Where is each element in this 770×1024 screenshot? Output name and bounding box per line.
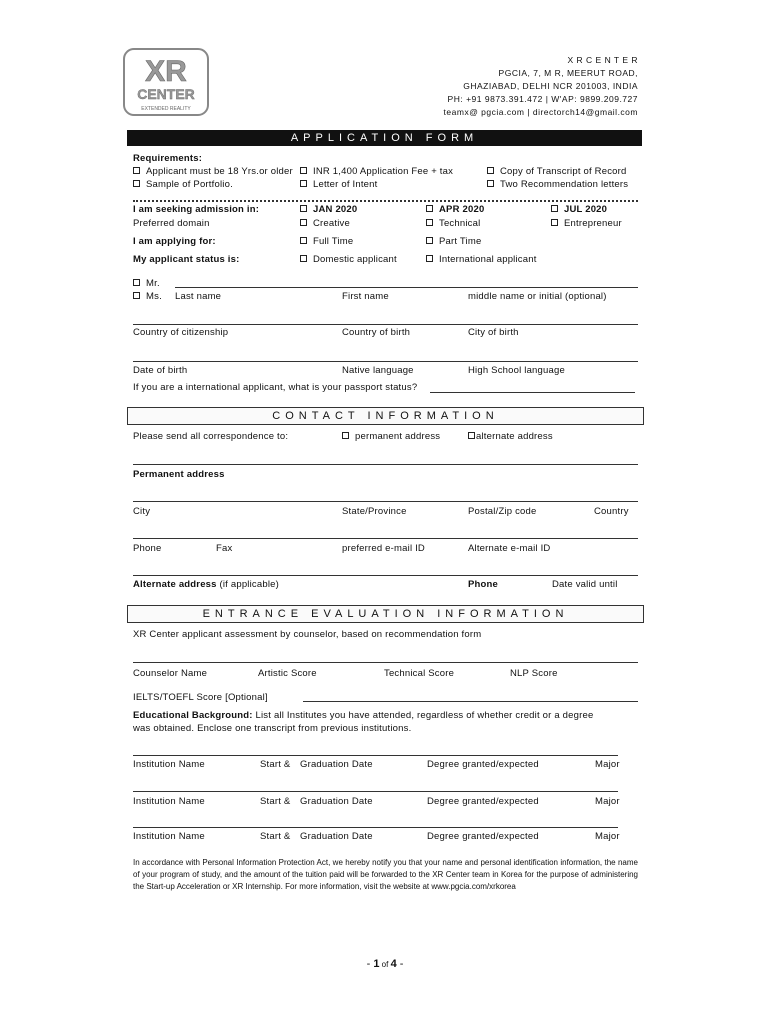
city-line[interactable] bbox=[133, 538, 638, 539]
admission-label: I am seeking admission in: bbox=[133, 204, 260, 215]
last-name-label: Last name bbox=[175, 291, 222, 302]
option-creative: Creative bbox=[300, 218, 350, 229]
applying-label: I am applying for: bbox=[133, 236, 216, 247]
send-label: Please send all correspondence to: bbox=[133, 431, 289, 442]
option-jul: JUL 2020 bbox=[551, 204, 607, 215]
institution-label: Institution Name bbox=[133, 831, 205, 842]
domain-label: Preferred domain bbox=[133, 218, 210, 229]
alt-email-label: Alternate e-mail ID bbox=[468, 543, 551, 554]
major-label: Major bbox=[595, 796, 620, 807]
evaluation-desc: XR Center applicant assessment by counselor, based on recommendation form bbox=[133, 629, 482, 640]
checkbox-icon[interactable] bbox=[133, 167, 140, 174]
degree-label: Degree granted/expected bbox=[427, 759, 539, 770]
checkbox-icon[interactable] bbox=[426, 237, 433, 244]
country-birth-label: Country of birth bbox=[342, 327, 411, 338]
graduation-label: Graduation Date bbox=[300, 759, 373, 770]
checkbox-icon[interactable] bbox=[426, 255, 433, 262]
counselor-label: Counselor Name bbox=[133, 668, 208, 679]
middle-name-label: middle name or initial (optional) bbox=[468, 291, 607, 302]
email-label: preferred e-mail ID bbox=[342, 543, 425, 554]
checkbox-icon[interactable] bbox=[300, 167, 307, 174]
phone-line[interactable] bbox=[133, 575, 638, 576]
edu-background: Educational Background: List all Institutes you have attended, regardless of whether credit or a degree bbox=[133, 710, 594, 721]
technical-score-label: Technical Score bbox=[384, 668, 455, 679]
edu-background-2: was obtained. Enclose one transcript from previous institutions. bbox=[133, 723, 412, 734]
start-label: Start & bbox=[260, 831, 291, 842]
graduation-label: Graduation Date bbox=[300, 831, 373, 842]
ielts-label: IELTS/TOEFL Score [Optional] bbox=[133, 692, 268, 703]
req-item: Letter of Intent bbox=[300, 179, 377, 190]
first-name-label: First name bbox=[342, 291, 389, 302]
org-name: X R C E N T E R bbox=[567, 55, 638, 65]
option-mr: Mr. bbox=[133, 278, 160, 289]
req-item: Applicant must be 18 Yrs.or older bbox=[133, 166, 293, 177]
option-international: International applicant bbox=[426, 254, 537, 265]
option-technical: Technical bbox=[426, 218, 480, 229]
phone-label: Phone bbox=[133, 543, 162, 554]
degree-label: Degree granted/expected bbox=[427, 831, 539, 842]
option-entrepreneur: Entrepreneur bbox=[551, 218, 622, 229]
option-full-time: Full Time bbox=[300, 236, 353, 247]
checkbox-icon[interactable] bbox=[487, 180, 494, 187]
logo-xr-text: XR bbox=[145, 55, 187, 88]
email-line: teamx@ pgcia.com | directorch14@gmail.com bbox=[443, 107, 638, 117]
start-label: Start & bbox=[260, 796, 291, 807]
perm-addr-label: Permanent address bbox=[133, 469, 225, 480]
req-item: INR 1,400 Application Fee + tax bbox=[300, 166, 453, 177]
address-line-1: PGCIA, 7, M R, MEERUT ROAD, bbox=[498, 68, 638, 78]
checkbox-icon[interactable] bbox=[133, 180, 140, 187]
start-label: Start & bbox=[260, 759, 291, 770]
checkbox-icon[interactable] bbox=[300, 237, 307, 244]
institution-label: Institution Name bbox=[133, 796, 205, 807]
req-item: Sample of Portfolio. bbox=[133, 179, 233, 190]
header-address bbox=[444, 54, 638, 119]
phone2-label: Phone bbox=[468, 579, 499, 590]
perm-addr-line[interactable] bbox=[133, 501, 638, 502]
option-domestic: Domestic applicant bbox=[300, 254, 397, 265]
dob-label: Date of birth bbox=[133, 365, 188, 376]
counselor-line[interactable] bbox=[133, 662, 638, 663]
institution-label: Institution Name bbox=[133, 759, 205, 770]
correspondence-line[interactable] bbox=[133, 464, 638, 465]
option-part-time: Part Time bbox=[426, 236, 481, 247]
logo-tagline: EXTENDED REALITY bbox=[141, 106, 191, 112]
graduation-label: Graduation Date bbox=[300, 796, 373, 807]
ielts-line[interactable] bbox=[303, 701, 638, 702]
privacy-notice: In accordance with Personal Information Protection Act, we hereby notify you that your name and personal identification information, the name of your program of study, and the amount of the tuition paid will be forwarded to the XR Center team in Korea for the purpose of administering the Start-up Acceleration or XR Internship. For more information, visit the website at www.pgcia.com/xrkorea bbox=[133, 858, 638, 891]
city-birth-label: City of birth bbox=[468, 327, 519, 338]
option-alternate: alternate address bbox=[468, 431, 553, 442]
checkbox-icon[interactable] bbox=[133, 292, 140, 299]
logo-center-text: CENTER bbox=[137, 86, 195, 102]
degree-label: Degree granted/expected bbox=[427, 796, 539, 807]
requirements-heading: Requirements: bbox=[133, 153, 203, 164]
passport-line[interactable] bbox=[430, 392, 635, 393]
address-line-2: GHAZIABAD, DELHI NCR 201003, INDIA bbox=[463, 81, 638, 91]
checkbox-icon[interactable] bbox=[342, 432, 349, 439]
native-lang-label: Native language bbox=[342, 365, 414, 376]
alt-addr-label: Alternate address (if applicable) bbox=[133, 579, 279, 590]
option-permanent: permanent address bbox=[342, 431, 440, 442]
status-label: My applicant status is: bbox=[133, 254, 240, 265]
option-ms: Ms. bbox=[133, 291, 162, 302]
checkbox-icon[interactable] bbox=[133, 279, 140, 286]
institution-line-2[interactable] bbox=[133, 791, 618, 792]
xr-center-logo bbox=[122, 47, 210, 119]
checkbox-icon[interactable] bbox=[300, 219, 307, 226]
institution-line-1[interactable] bbox=[133, 755, 618, 756]
evaluation-section-title: ENTRANCE EVALUATION INFORMATION bbox=[127, 605, 644, 623]
country-label: Country bbox=[594, 506, 629, 517]
artistic-score-label: Artistic Score bbox=[258, 668, 317, 679]
city-label: City bbox=[133, 506, 151, 517]
checkbox-icon[interactable] bbox=[551, 205, 558, 212]
checkbox-icon[interactable] bbox=[300, 255, 307, 262]
contact-section-title: CONTACT INFORMATION bbox=[127, 407, 644, 425]
nlp-score-label: NLP Score bbox=[510, 668, 558, 679]
major-label: Major bbox=[595, 759, 620, 770]
name-line[interactable] bbox=[175, 287, 638, 288]
checkbox-icon[interactable] bbox=[300, 180, 307, 187]
date-valid-label: Date valid until bbox=[552, 579, 618, 590]
checkbox-icon[interactable] bbox=[487, 167, 494, 174]
fax-label: Fax bbox=[216, 543, 233, 554]
option-apr: APR 2020 bbox=[426, 204, 484, 215]
page-number: - 1 of 4 - bbox=[366, 958, 404, 970]
checkbox-icon[interactable] bbox=[300, 205, 307, 212]
form-title: APPLICATION FORM bbox=[127, 130, 642, 146]
divider bbox=[133, 200, 638, 202]
checkbox-icon[interactable] bbox=[426, 219, 433, 226]
institution-line-3[interactable] bbox=[133, 827, 618, 828]
checkbox-icon[interactable] bbox=[551, 219, 558, 226]
req-item: Two Recommendation letters bbox=[487, 179, 628, 190]
checkbox-icon[interactable] bbox=[468, 432, 475, 439]
phone-line: PH: +91 9873.391.472 | W'AP: 9899.209.727 bbox=[447, 94, 638, 104]
postal-label: Postal/Zip code bbox=[468, 506, 537, 517]
req-item: Copy of Transcript of Record bbox=[487, 166, 627, 177]
hs-lang-label: High School language bbox=[468, 365, 565, 376]
state-label: State/Province bbox=[342, 506, 407, 517]
checkbox-icon[interactable] bbox=[426, 205, 433, 212]
dob-line[interactable] bbox=[133, 361, 638, 362]
option-jan: JAN 2020 bbox=[300, 204, 357, 215]
citizenship-line[interactable] bbox=[133, 324, 638, 325]
passport-label: If you are a international applicant, what is your passport status? bbox=[133, 382, 418, 393]
major-label: Major bbox=[595, 831, 620, 842]
citizenship-label: Country of citizenship bbox=[133, 327, 229, 338]
